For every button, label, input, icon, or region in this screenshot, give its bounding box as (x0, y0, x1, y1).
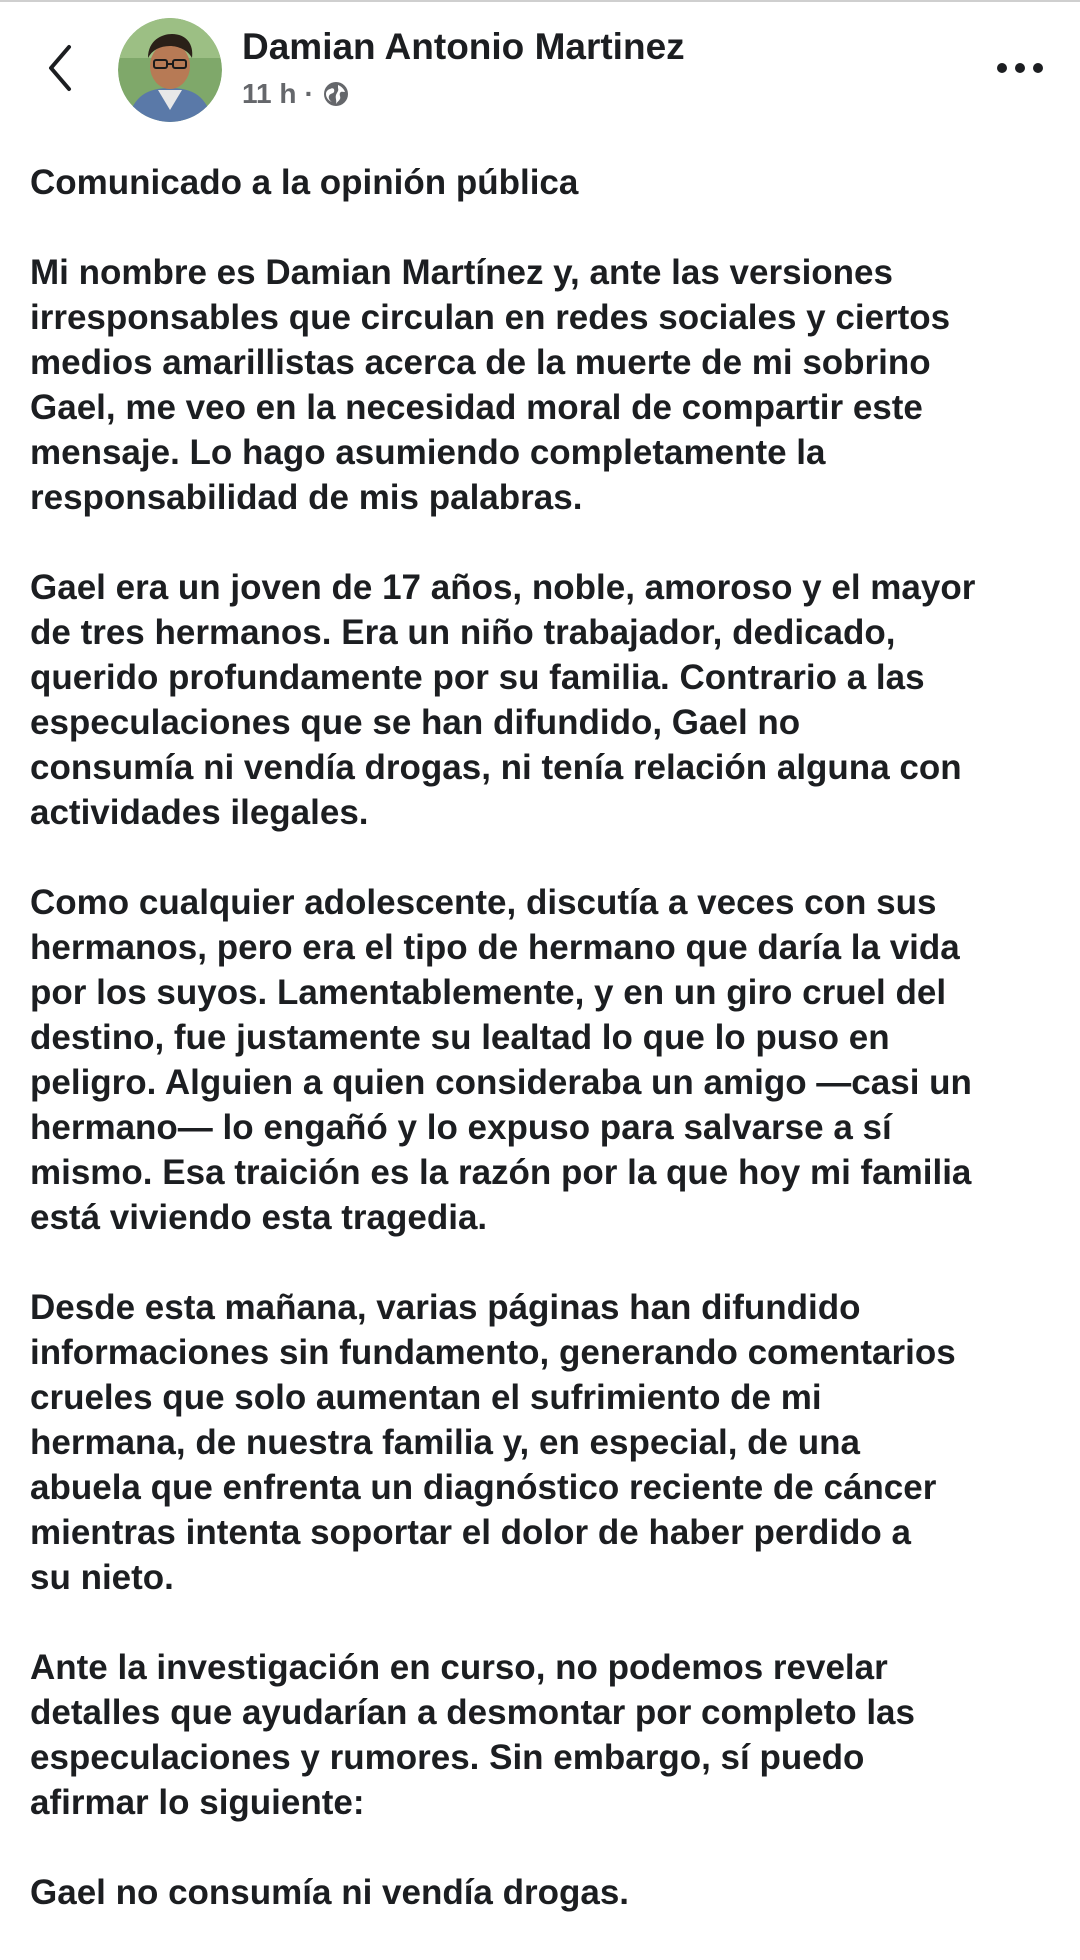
globe-icon (322, 80, 350, 108)
text-line: por los suyos. Lamentablemente, y en un giro cruel del (30, 973, 947, 1012)
text-line: Mi nombre es Damian Martínez y, ante las versiones (30, 253, 893, 292)
avatar[interactable] (118, 18, 222, 122)
text-line: destino, fue justamente su lealtad lo que lo puso en (30, 1018, 890, 1057)
post-title: Comunicado a la opinión pública (30, 163, 579, 202)
text-line: su nieto. (30, 1558, 174, 1597)
post-paragraph (30, 1645, 1060, 1825)
post-paragraph (30, 1870, 1060, 1915)
text-line: hermano— lo engañó y lo expuso para salvarse a sí (30, 1108, 892, 1147)
text-line: Gael, me veo en la necesidad moral de compartir este (30, 388, 923, 427)
text-line: Como cualquier adolescente, discutía a veces con sus (30, 883, 937, 922)
post-timestamp[interactable]: 11 h (242, 78, 297, 109)
text-line: hermana, de nuestra familia y, en especial, de una (30, 1423, 860, 1462)
post-body (30, 160, 1060, 1960)
text-line: actividades ilegales. (30, 793, 369, 832)
post-meta (242, 78, 350, 110)
text-line: peligro. Alguien a quien consideraba un amigo —casi un (30, 1063, 972, 1102)
text-line: está viviendo esta tragedia. (30, 1198, 488, 1237)
more-options-button[interactable] (990, 48, 1050, 88)
author-name[interactable]: Damian Antonio Martinez (242, 26, 685, 67)
back-button[interactable] (30, 38, 90, 98)
text-line: de tres hermanos. Era un niño trabajador, dedicado, (30, 613, 896, 652)
text-line: Ante la investigación en curso, no podemos revelar (30, 1648, 888, 1687)
text-line: informaciones sin fundamento, generando comentarios (30, 1333, 956, 1372)
text-line: hermanos, pero era el tipo de hermano que daría la vida (30, 928, 960, 967)
text-line: Gael era un joven de 17 años, noble, amoroso y el mayor (30, 568, 976, 607)
post-paragraph (30, 1285, 1060, 1600)
text-line: consumía ni vendía drogas, ni tenía relación alguna con (30, 748, 962, 787)
text-line: especulaciones que se han difundido, Gael no (30, 703, 801, 742)
text-line: abuela que enfrenta un diagnóstico reciente de cáncer (30, 1468, 937, 1507)
chevron-left-icon (45, 43, 75, 93)
text-line: irresponsables que circulan en redes sociales y ciertos (30, 298, 951, 337)
post-paragraph (30, 250, 1060, 520)
text-line: mientras intenta soportar el dolor de haber perdido a (30, 1513, 911, 1552)
text-line: querido profundamente por su familia. Contrario a las (30, 658, 925, 697)
text-line: Gael no consumía ni vendía drogas. (30, 1873, 630, 1912)
post-paragraph (30, 880, 1060, 1240)
more-horizontal-icon (996, 62, 1044, 74)
text-line: Desde esta mañana, varias páginas han difundido (30, 1288, 861, 1327)
meta-separator: · (304, 78, 314, 109)
text-line: crueles que solo aumentan el sufrimiento de mi (30, 1378, 822, 1417)
text-line: detalles que ayudarían a desmontar por completo las (30, 1693, 915, 1732)
text-line: responsabilidad de mis palabras. (30, 478, 583, 517)
text-line: mensaje. Lo hago asumiendo completamente la (30, 433, 826, 472)
text-line: afirmar lo siguiente: (30, 1783, 365, 1822)
post-header (0, 0, 1080, 140)
post-paragraph (30, 565, 1060, 835)
text-line: mismo. Esa traición es la razón por la que hoy mi familia (30, 1153, 972, 1192)
text-line: especulaciones y rumores. Sin embargo, sí puedo (30, 1738, 865, 1777)
text-line: medios amarillistas acerca de la muerte de mi sobrino (30, 343, 931, 382)
